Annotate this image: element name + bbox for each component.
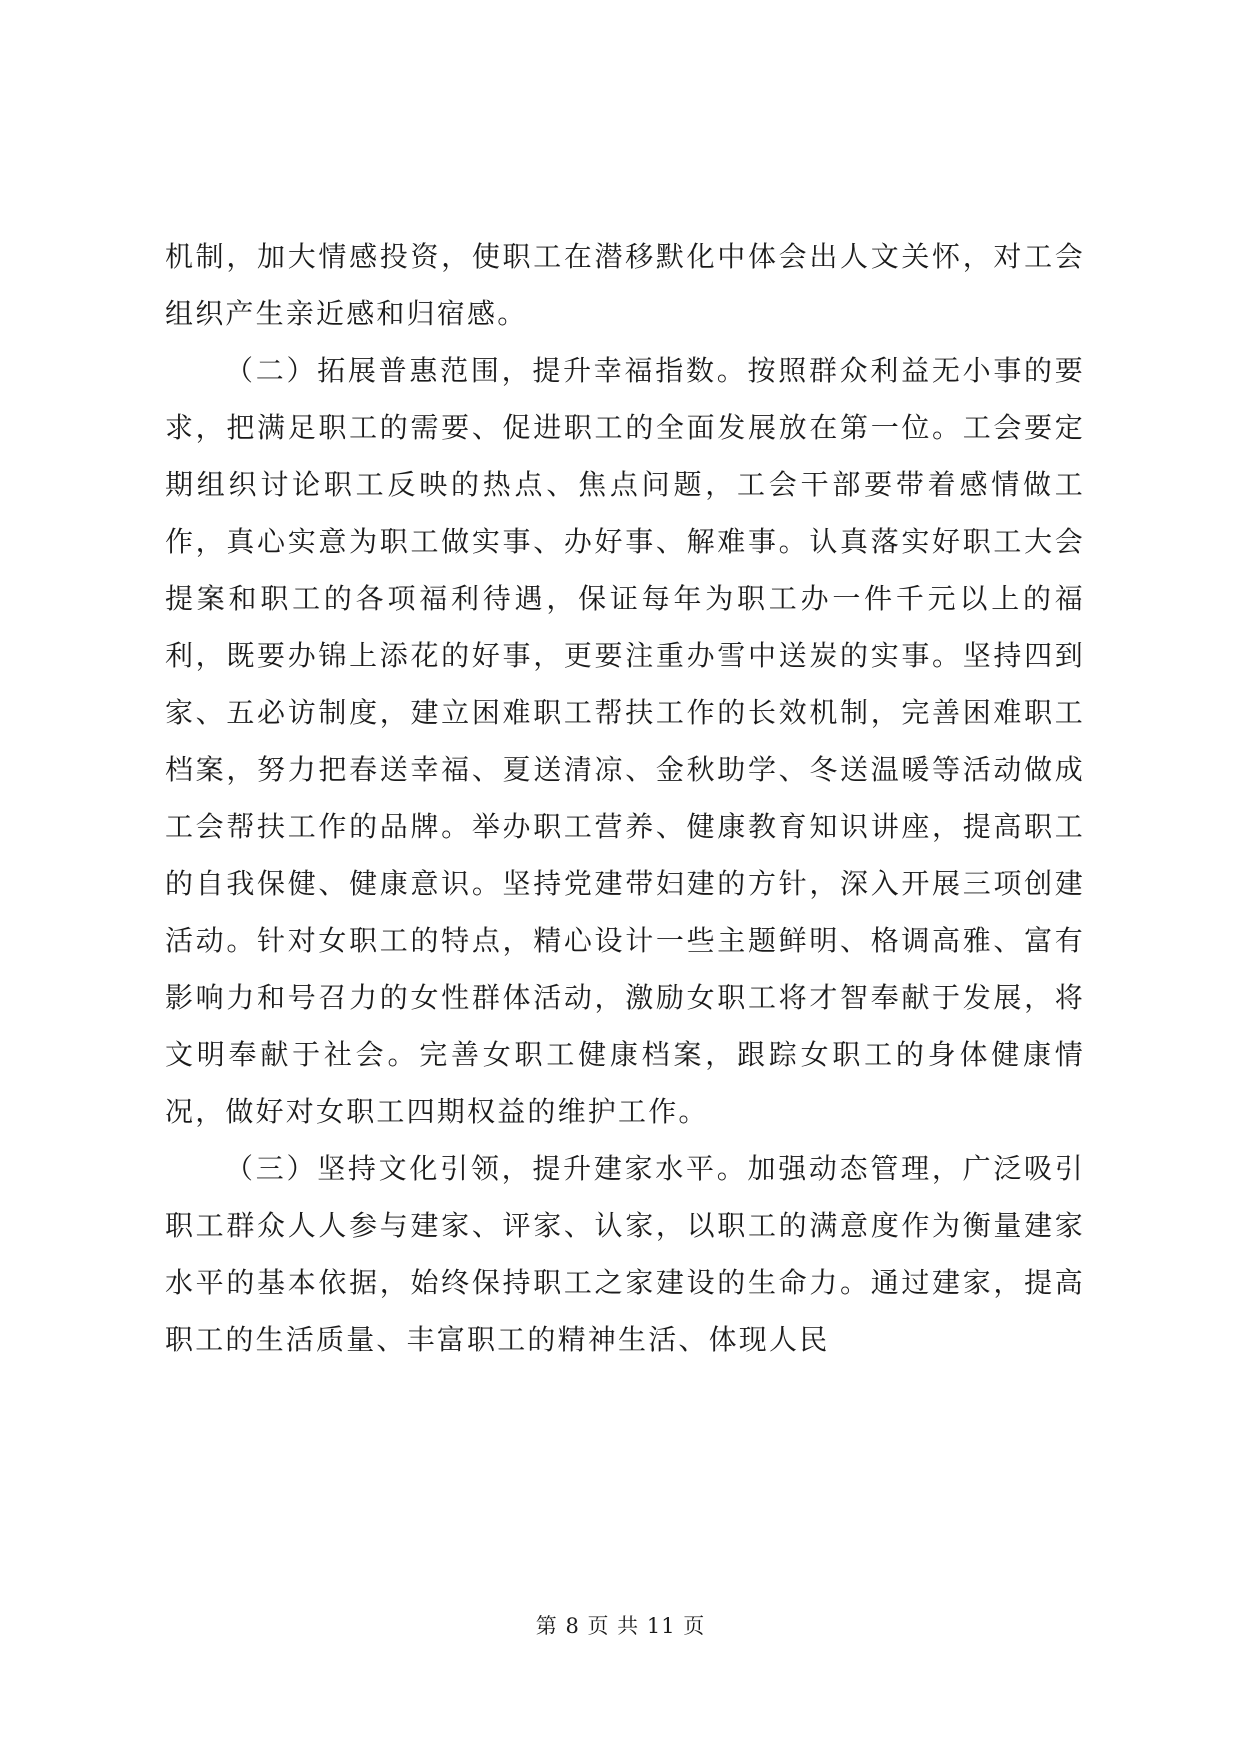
paragraph-section-three: （三）坚持文化引领，提升建家水平。加强动态管理，广泛吸引职工群众人人参与建家、评家、认家，以职工的满意度作为衡量建家水平的基本依据，始终保持职工之家建设的生命力。通过建家，提高职工的生活质量、丰富职工的精神生活、体现人民 — [165, 1152, 1085, 1356]
paragraph-continuation: 机制，加大情感投资，使职工在潜移默化中体会出人文关怀，对工会组织产生亲近感和归宿感。 — [165, 240, 1085, 330]
paragraph-section-two: （二）拓展普惠范围，提升幸福指数。按照群众利益无小事的要求，把满足职工的需要、促进职工的全面发展放在第一位。工会要定期组织讨论职工反映的热点、焦点问题，工会干部要带着感情做工作，真心实意为职工做实事、办好事、解难事。认真落实好职工大会提案和职工的各项福利待遇，保证每年为职工办一件千元以上的福利，既要办锦上添花的好事，更要注重办雪中送炭的实事。坚持四到家、五必访制度，建立困难职工帮扶工作的长效机制，完善困难职工档案，努力把春送幸福、夏送清凉、金秋助学、冬送温暖等活动做成工会帮扶工作的品牌。举办职工营养、健康教育知识讲座，提高职工的自我保健、健康意识。坚持党建带妇建的方针，深入开展三项创建活动。针对女职工的特点，精心设计一些主题鲜明、格调高雅、富有影响力和号召力的女性群体活动，激励女职工将才智奉献于发展，将文明奉献于社会。完善女职工健康档案，跟踪女职工的身体健康情况，做好对女职工四期权益的维护工作。 — [165, 354, 1085, 1128]
body-text — [165, 228, 1085, 1368]
page-number-footer: 第 8 页 共 11 页 — [535, 1614, 706, 1638]
